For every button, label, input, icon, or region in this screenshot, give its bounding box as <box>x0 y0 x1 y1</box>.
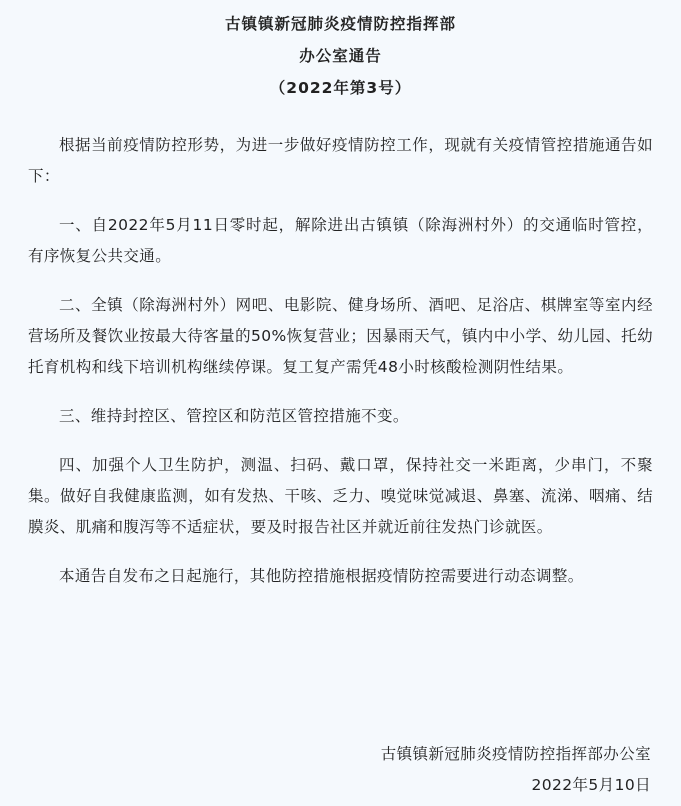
paragraph-closing: 本通告自发布之日起施行，其他防控措施根据疫情防控需要进行动态调整。 <box>59 567 584 585</box>
paragraph-item-1: 一、自2022年5月11日零时起，解除进出古镇镇（除海洲村外）的交通临时管控，有序恢复公共交通。 <box>28 216 653 265</box>
paragraph-intro: 根据当前疫情防控形势，为进一步做好疫情防控工作，现就有关疫情管控措施通告如下： <box>28 136 653 185</box>
notice-title-org: 古镇镇新冠肺炎疫情防控指挥部 <box>224 15 456 33</box>
notice-number: （2022年第3号） <box>269 79 412 97</box>
signature-org: 古镇镇新冠肺炎疫情防控指挥部办公室 <box>380 745 651 763</box>
notice-title: 办公室通告 <box>299 47 382 65</box>
notice-header <box>28 0 653 104</box>
paragraph-item-3: 三、维持封控区、管控区和防范区管控措施不变。 <box>59 407 409 425</box>
notice-body <box>28 130 653 592</box>
paragraph-item-2: 二、全镇（除海洲村外）网吧、电影院、健身场所、酒吧、足浴店、棋牌室等室内经营场所及餐饮业按最大待客量的50%恢复营业；因暴雨天气，镇内中小学、幼儿园、托幼托育机构和线下培训机构继续停课。复工复产需凭48小时核酸检测阴性结果。 <box>28 296 653 376</box>
paragraph-item-4: 四、加强个人卫生防护，测温、扫码、戴口罩，保持社交一米距离，少串门，不聚集。做好自我健康监测，如有发热、干咳、乏力、嗅觉味觉减退、鼻塞、流涕、咽痛、结膜炎、肌痛和腹泻等不适症状，要及时报告社区并就近前往发热门诊就医。 <box>28 456 653 536</box>
notice-signature <box>381 739 651 801</box>
signature-date: 2022年5月10日 <box>531 776 651 794</box>
